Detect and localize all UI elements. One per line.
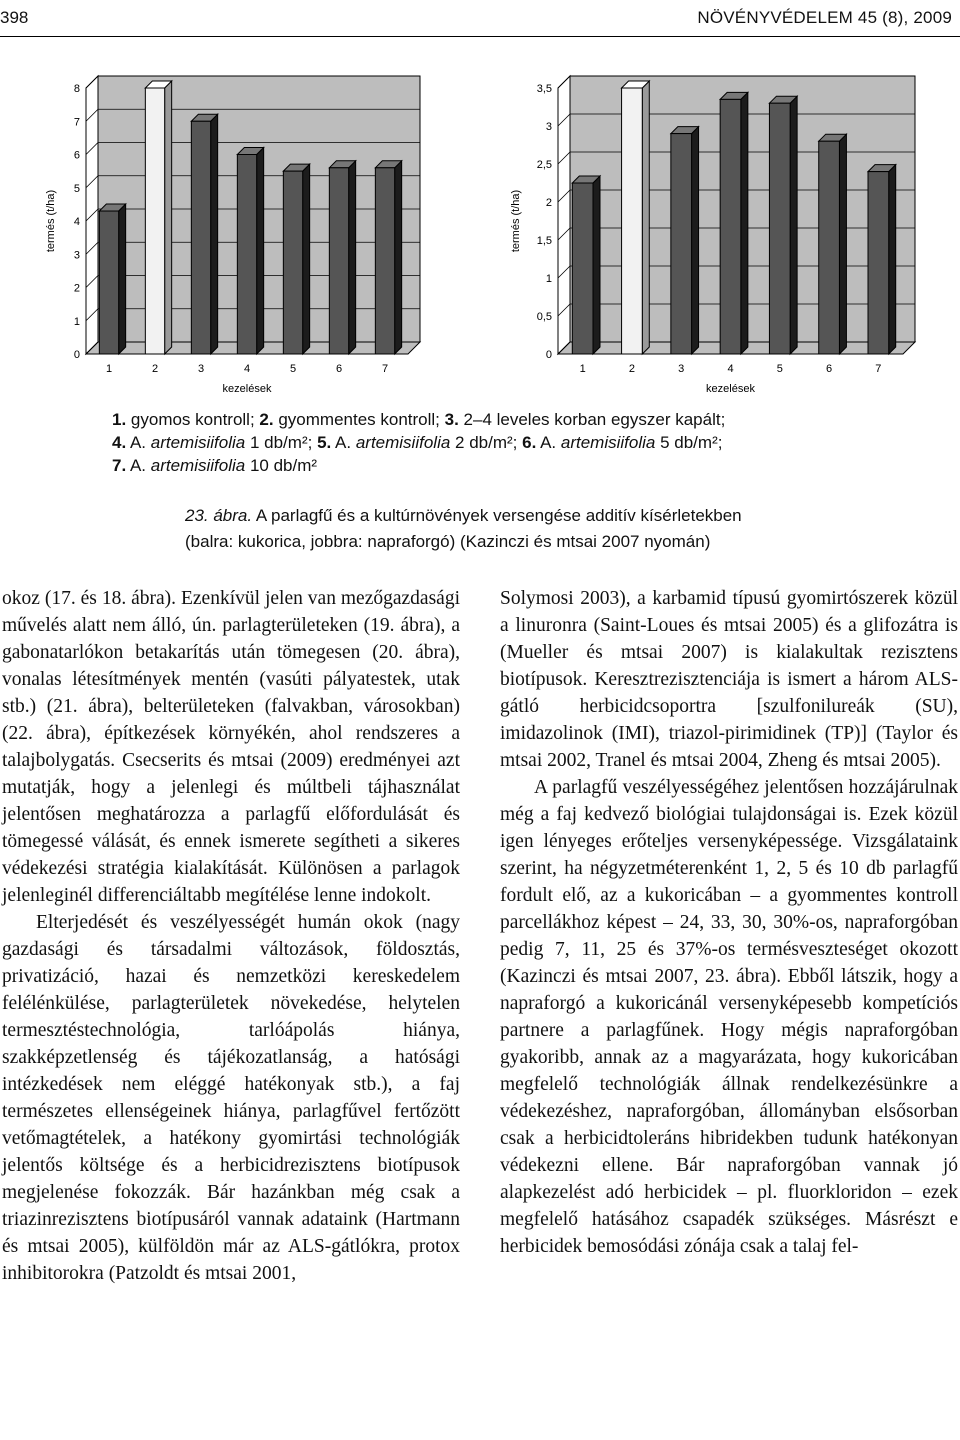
y-tick-label: 3: [73, 249, 80, 262]
x-tick-label: 2: [151, 363, 159, 375]
legend-text: gyommentes kontroll;: [273, 410, 445, 429]
bar-side: [349, 161, 356, 354]
legend-number: 5.: [317, 433, 332, 452]
bar-side: [257, 148, 264, 355]
x-tick-label: 5: [289, 363, 297, 375]
paragraph: Elterjedését és veszélyességét humán okok (nagy gazdasági és társadalmi változások, földosztás, privatizáció, hazai és nemzetközi kereskedelem felélénkülése, parlagterületek növekedése, helytelen termesztéstechnológia, tarlóápolás hiánya, szakképzetlenség és tájékozatlanság, a hatósági intézkedések nem eléggé hatékonyak stb.), a faj természetes ellenségeinek hiánya, parlagfűvel fertőzött vetőmagtételek, a hatékony gyomirtási technológiák jelentős költsége és a herbicidrezisztens biotípusok megjelenése fokozzák. Bár hazánkban még csak a triazinrezisztens biotípusáról vannak adataink (Hartmann és mtsai 2005), külföldön már az ALS-gátlókra, protox inhibitorokra (Patzoldt és mtsai 2001,: [2, 912, 460, 1284]
bar: [720, 99, 741, 354]
x-tick-label: 1: [105, 363, 113, 375]
x-tick-label: 7: [875, 363, 882, 375]
bar: [99, 211, 118, 354]
legend-number: 6.: [522, 433, 537, 452]
x-tick-label: 3: [678, 363, 685, 375]
bar-side: [593, 176, 600, 354]
bar: [769, 103, 790, 354]
paragraph: A parlagfű veszélyességéhez jelentősen hozzájárulnak még a faj kedvező biológiai tulajdonságai is. Ezek közül igen lényeges erőteljes versenyképessége. Vizsgálataink szerint, ha négyzetméterenként 1, 2, 5 és 10 db parlagfű fordult elő, az a kukoricában – a gyommentes kontroll parcellákhoz képest – 24, 33, 30, 30%-os, napraforgóban pedig 7, 11, 25 és 37%-os termésveszteséget okozott (Kazinczi és mtsai 2007, 23. ábra). Ebből látszik, hogy a napraforgó a kukoricánál versenyképesebb kompetíciós partnere a parlagfűnek. Hogy mégis napraforgóban gyakoribb, annak az a magyarázata, hogy kukoricában megfelelő technológiák állnak rendelkezésünkre a védekezéshez, napraforgóban, állományban elsősorban csak a herbicidtoleráns hibridekben tudunk hatékonyan védekezni ellene. Bár napraforgóban vannak jó alapkezelést adó herbicidek – pl. fluorkloridon – ezek megfelelő hatásához csapadék szükséges. Másrészt e herbicidek bemosódási zónája csak a talaj fel-: [500, 777, 958, 1257]
bar: [375, 168, 394, 354]
legend-line-1: [112, 408, 892, 431]
legend-species: artemisiifolia: [150, 456, 246, 475]
plot-side: [558, 76, 570, 354]
y-tick-label: 5: [73, 182, 80, 195]
paragraph: okoz (17. és 18. ábra). Ezenkívül jelen van mezőgazdasági művelés alatt nem álló, ún. parlagterületeken (19. ábra), a gabonatarlókon betakarítás után tömegesen (20. ábra), vonalas létesítmények mentén (vasúti pályatestek, utak stb.) (21. ábra), belterületeken (falvakban, városokban) (22. ábra), építkezések környékén, ahol rendszeres a talajbolygatás. Csecserits és mtsai (2009) eredményei azt mutatják, hogy a jelenlegi és múltbeli tájhasználat jelentősen meghatározza a parlagfű előfordulását és tömegessé válását, és ennek ismerete segítheti a sikeres védekezési stratégia kialakítását. Különösen a parlagok jelenleginél differenciáltabb megítélése lenne indokolt.: [2, 588, 460, 906]
y-tick-label: 4: [73, 216, 80, 228]
legend-number: 2.: [259, 410, 274, 429]
y-tick-label: 0: [545, 349, 552, 361]
bar: [868, 172, 889, 354]
legend-text: A.: [331, 433, 356, 452]
y-tick-label: 0,5: [536, 311, 552, 323]
legend-number: 1.: [112, 410, 127, 429]
y-tick-label: 2,5: [536, 159, 552, 171]
bar: [671, 134, 692, 354]
bar-side: [692, 127, 699, 354]
y-axis-title: termés (t/ha): [45, 189, 57, 253]
bar-side: [741, 92, 748, 354]
journal-title: NÖVÉNYVÉDELEM 45 (8), 2009: [697, 8, 952, 27]
x-tick-label: 3: [197, 363, 205, 375]
body-column-left: [2, 585, 460, 1287]
bar: [283, 171, 302, 354]
x-tick-label: 6: [826, 363, 833, 375]
caption-label: 23. ábra.: [185, 506, 253, 525]
chart-maize-yield: [40, 66, 440, 401]
bar: [329, 168, 348, 354]
bar-side: [839, 134, 846, 354]
body-column-right: [500, 585, 958, 1260]
y-tick-label: 3: [545, 121, 552, 133]
y-tick-label: 3,5: [536, 83, 552, 95]
bar: [622, 88, 643, 354]
y-tick-label: 1,5: [536, 235, 552, 247]
legend-text: A.: [126, 456, 151, 475]
figure-legend: [112, 408, 892, 477]
legend-species: artemisiifolia: [560, 433, 656, 452]
y-tick-label: 0: [73, 349, 80, 361]
header-rule: [0, 36, 960, 37]
bar: [191, 121, 210, 354]
y-tick-label: 2: [545, 197, 552, 209]
x-tick-label: 6: [335, 363, 343, 375]
legend-text: 1 db/m²;: [245, 433, 318, 452]
x-axis-title: kezelések: [706, 383, 755, 395]
y-tick-label: 1: [73, 315, 80, 328]
caption-text-2: (balra: kukorica, jobbra: napraforgó) (Kazinczi és mtsai 2007 nyomán): [185, 532, 711, 551]
y-tick-label: 2: [73, 282, 80, 295]
legend-species: artemisiifolia: [355, 433, 451, 452]
y-tick-label: 8: [73, 83, 80, 95]
legend-text: 10 db/m²: [245, 456, 318, 475]
bar-side: [889, 165, 896, 354]
bar: [237, 155, 256, 355]
bar-side: [211, 114, 218, 354]
y-tick-label: 6: [73, 149, 80, 162]
legend-species: artemisiifolia: [150, 433, 246, 452]
chart-sunflower-yield: [505, 66, 925, 401]
y-tick-label: 1: [545, 273, 552, 285]
legend-text: 5 db/m²;: [655, 433, 723, 452]
legend-text: 2 db/m²;: [450, 433, 523, 452]
paragraph: Solymosi 2003), a karbamid típusú gyomirtószerek közül a linuronra (Saint-Loues és mtsai 2005) és a glifozátra is (Mueller és mtsai 2007) is kialakultak rezisztens biotípusok. Keresztrezisztenciája is ismert a három ALS-gátló herbicidcsoportra [szulfonilureák (SU), imidazolinok (IMI), triazol-pirimidinek (TP)] (Taylor és mtsai 2002, Tranel és mtsai 2004, Zheng és mtsai 2005).: [500, 588, 958, 771]
x-axis-title: kezelések: [222, 383, 272, 395]
legend-text: A.: [536, 433, 561, 452]
legend-line-2: [112, 431, 892, 454]
figure-caption: [185, 503, 905, 555]
bar-side: [395, 161, 402, 354]
legend-number: 4.: [112, 433, 127, 452]
bar-side: [165, 81, 172, 354]
x-tick-label: 1: [579, 363, 586, 375]
page-header: [0, 4, 960, 38]
bar-side: [303, 164, 310, 354]
legend-number: 3.: [444, 410, 459, 429]
bar-side: [790, 96, 797, 354]
x-tick-label: 4: [727, 363, 734, 375]
bar: [572, 183, 593, 354]
caption-text-1: A parlagfű és a kultúrnövények versengése additív kísérletekben: [252, 506, 742, 525]
x-tick-label: 5: [776, 363, 783, 375]
page-number: 398: [0, 8, 29, 27]
bar-side: [119, 204, 126, 354]
x-tick-label: 2: [628, 363, 635, 375]
legend-number: 7.: [112, 456, 127, 475]
bar: [145, 88, 164, 354]
y-axis-title: termés (t/ha): [510, 189, 522, 253]
legend-line-3: [112, 454, 892, 477]
y-tick-label: 7: [73, 116, 80, 129]
legend-text: gyomos kontroll;: [126, 410, 260, 429]
x-tick-label: 7: [381, 363, 389, 375]
legend-text: A.: [126, 433, 151, 452]
legend-text: 2–4 leveles korban egyszer kapált;: [458, 410, 726, 429]
bar: [819, 141, 840, 354]
bar-side: [642, 81, 649, 354]
x-tick-label: 4: [243, 363, 251, 375]
